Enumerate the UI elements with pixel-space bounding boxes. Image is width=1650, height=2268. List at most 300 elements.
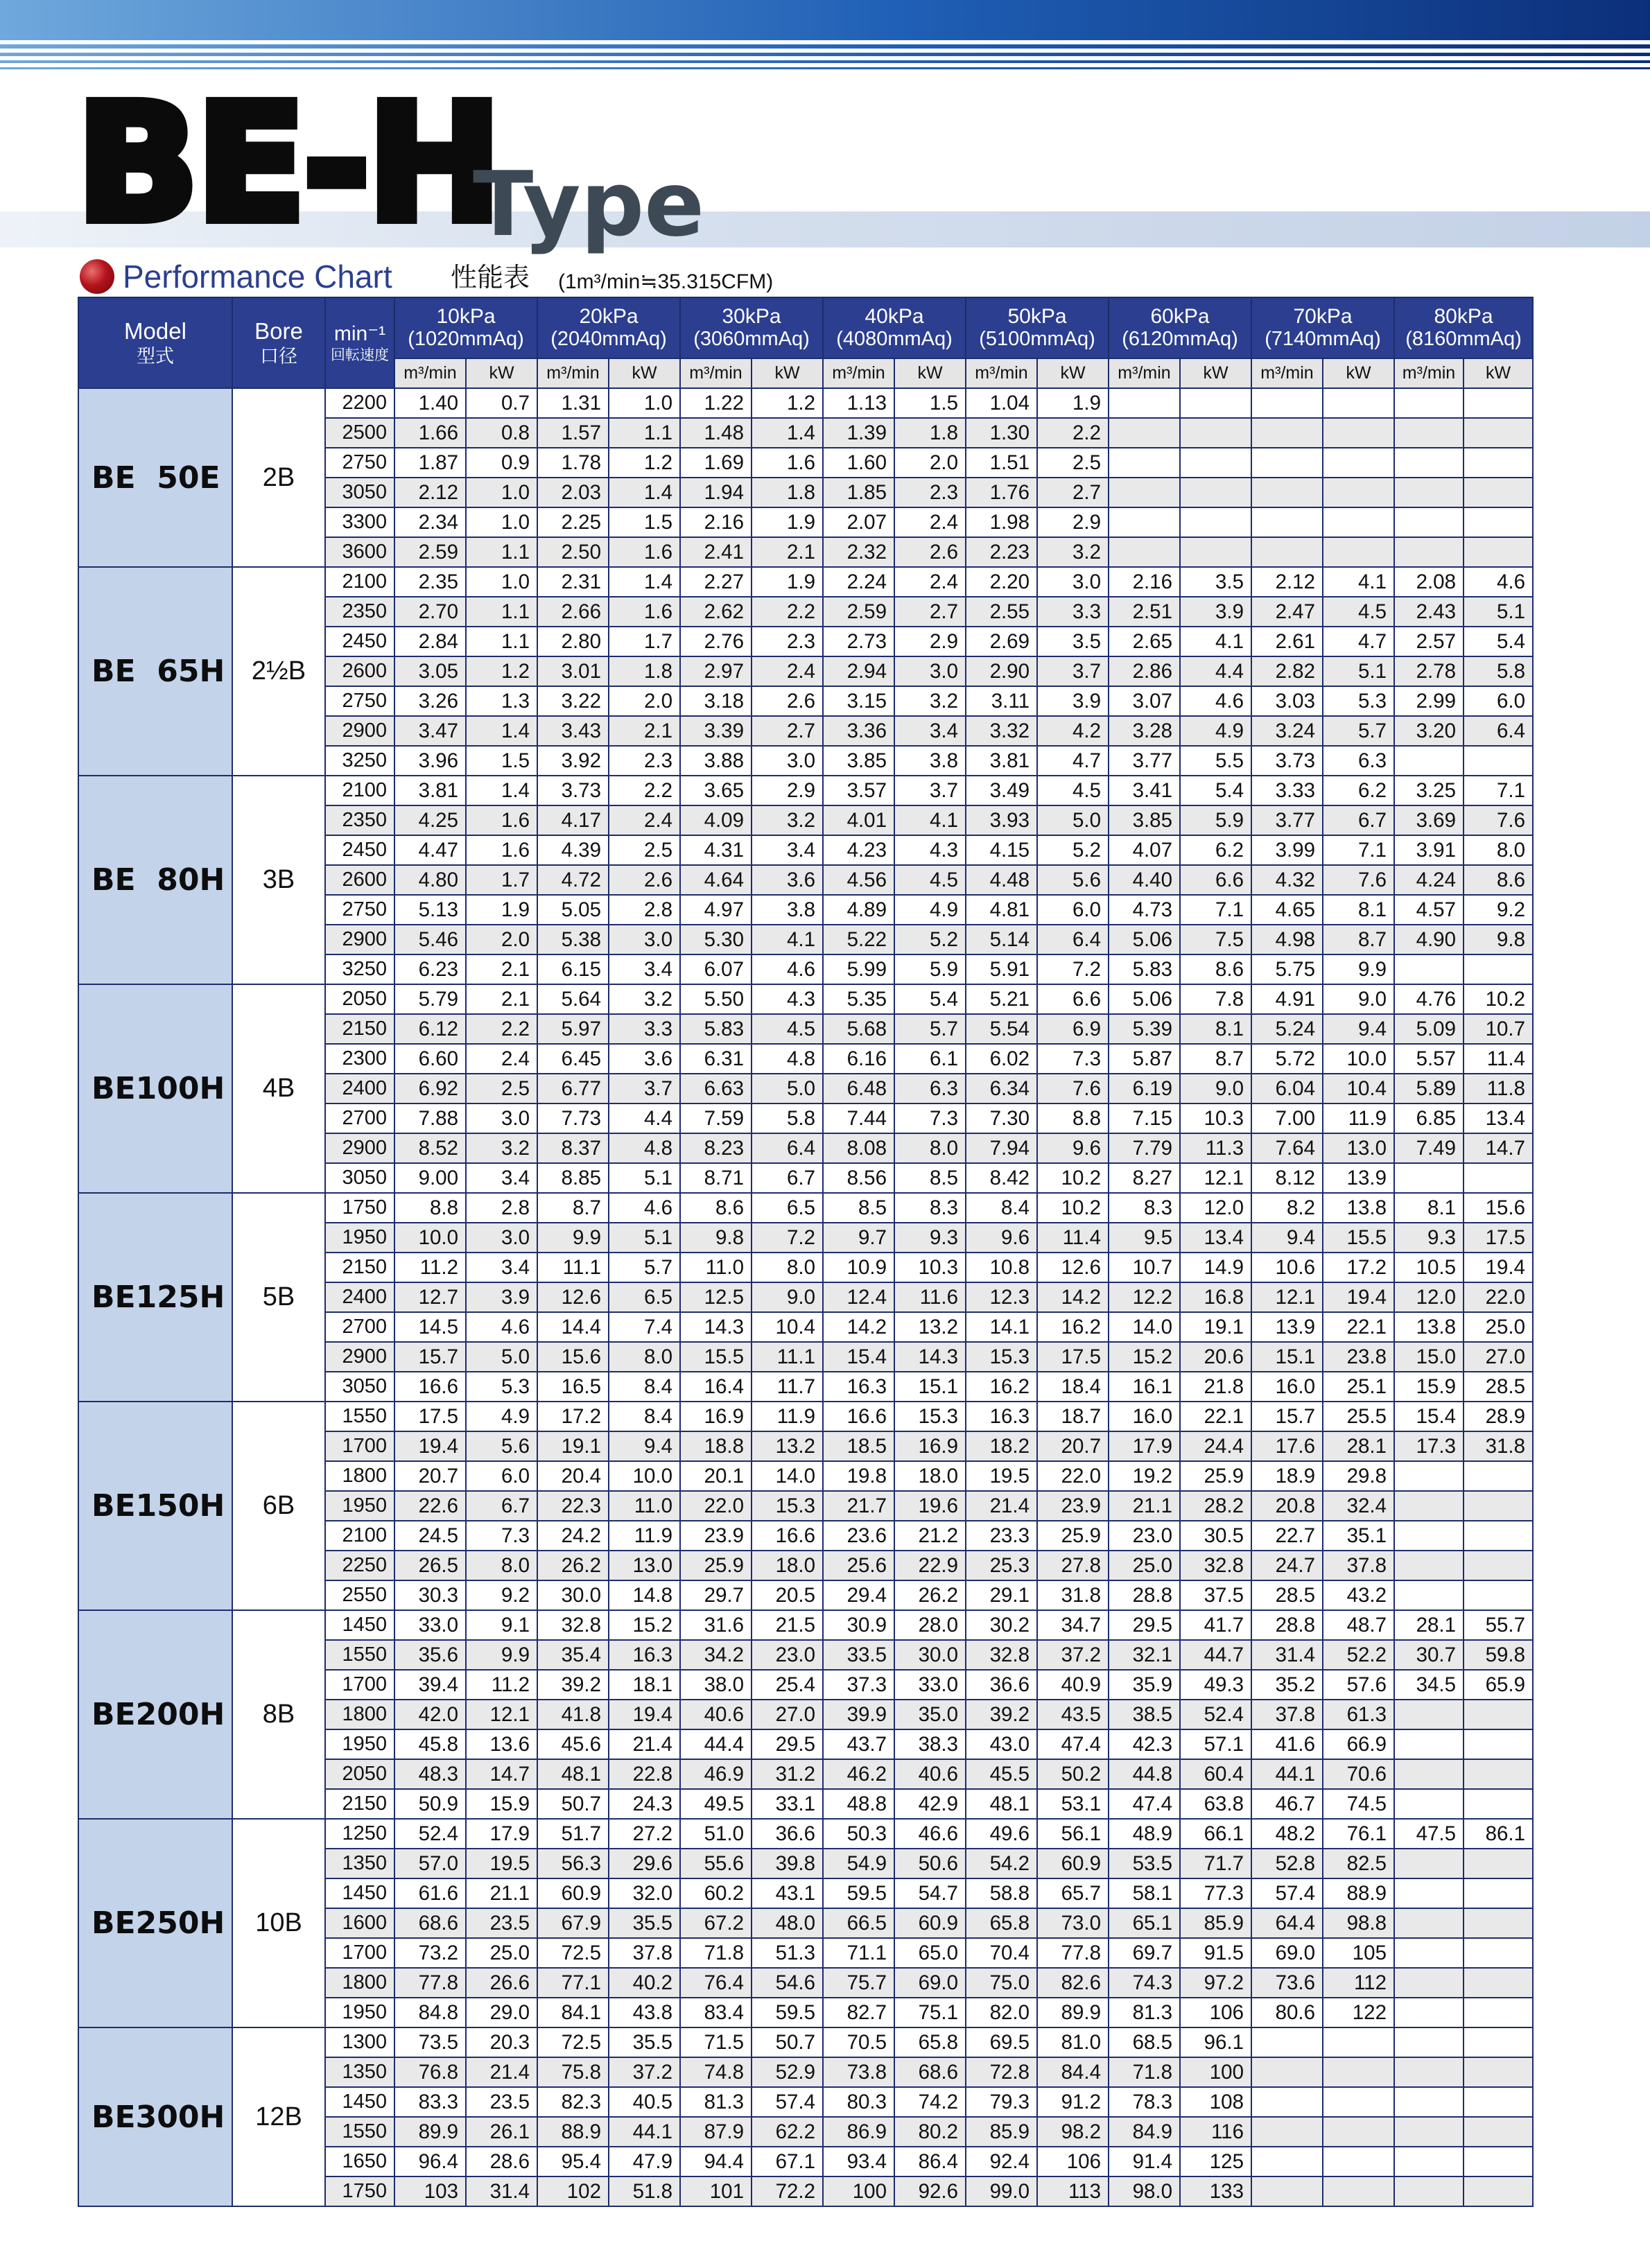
- flow-cell: 7.49: [1394, 1133, 1464, 1163]
- flow-cell: 16.3: [823, 1372, 894, 1402]
- power-cell: 5.9: [894, 954, 966, 984]
- flow-cell: 8.6: [680, 1193, 752, 1223]
- unit-power-header: kW: [752, 358, 823, 388]
- power-cell: 53.1: [1037, 1789, 1109, 1819]
- rpm-cell: 1450: [325, 1610, 394, 1640]
- power-cell: 4.8: [609, 1133, 680, 1163]
- flow-cell: 3.47: [394, 716, 466, 746]
- power-cell: [1464, 1938, 1533, 1968]
- flow-cell: 4.64: [680, 865, 752, 895]
- power-cell: 4.8: [752, 1044, 823, 1074]
- power-cell: 37.2: [609, 2057, 680, 2087]
- power-cell: 5.3: [466, 1372, 537, 1402]
- power-cell: 2.5: [466, 1074, 537, 1104]
- power-cell: 8.0: [1464, 835, 1533, 865]
- section-unit-note: (1m³/min≒35.315CFM): [558, 270, 774, 293]
- flow-cell: 23.9: [680, 1521, 752, 1551]
- flow-cell: 48.3: [394, 1759, 466, 1789]
- power-cell: 54.7: [894, 1878, 966, 1908]
- power-cell: 66.1: [1180, 1819, 1251, 1849]
- power-cell: 3.4: [466, 1163, 537, 1193]
- flow-cell: 4.72: [537, 865, 609, 895]
- power-cell: 23.8: [1323, 1342, 1394, 1372]
- flow-cell: 5.35: [823, 984, 894, 1014]
- flow-cell: 17.2: [537, 1402, 609, 1431]
- flow-cell: 6.34: [966, 1074, 1037, 1104]
- rpm-cell: 1650: [325, 2147, 394, 2177]
- flow-cell: 18.8: [680, 1431, 752, 1461]
- flow-cell: 7.88: [394, 1104, 466, 1133]
- table-row: [78, 1402, 1533, 1431]
- flow-cell: 5.38: [537, 925, 609, 954]
- power-cell: [1464, 954, 1533, 984]
- power-cell: 3.0: [466, 1223, 537, 1253]
- flow-cell: 30.3: [394, 1580, 466, 1610]
- flow-cell: 7.73: [537, 1104, 609, 1133]
- header-pressure-70: 70kPa (7140mmAq): [1251, 297, 1394, 358]
- flow-cell: 8.5: [823, 1193, 894, 1223]
- power-cell: 2.8: [466, 1193, 537, 1223]
- power-cell: 3.8: [752, 895, 823, 925]
- power-cell: 125: [1180, 2147, 1251, 2177]
- power-cell: 3.2: [752, 805, 823, 835]
- power-cell: [1464, 2027, 1533, 2057]
- power-cell: [1464, 448, 1533, 478]
- flow-cell: 5.97: [537, 1014, 609, 1044]
- power-cell: 2.9: [1037, 507, 1109, 537]
- power-cell: 4.9: [466, 1402, 537, 1431]
- flow-cell: 7.79: [1109, 1133, 1180, 1163]
- flow-cell: 1.78: [537, 448, 609, 478]
- flow-cell: 47.5: [1394, 1819, 1464, 1849]
- flow-cell: 99.0: [966, 2177, 1037, 2206]
- power-cell: 6.1: [894, 1044, 966, 1074]
- flow-cell: 4.97: [680, 895, 752, 925]
- power-cell: 6.6: [1037, 984, 1109, 1014]
- flow-cell: 4.80: [394, 865, 466, 895]
- unit-power-header: kW: [1180, 358, 1251, 388]
- power-cell: 1.2: [466, 656, 537, 686]
- power-cell: [1464, 2087, 1533, 2117]
- flow-cell: 2.99: [1394, 686, 1464, 716]
- flow-cell: [1394, 1700, 1464, 1729]
- power-cell: 19.6: [894, 1491, 966, 1521]
- power-cell: 4.5: [1037, 776, 1109, 805]
- power-cell: 35.0: [894, 1700, 966, 1729]
- flow-cell: 3.81: [966, 746, 1037, 776]
- rpm-cell: 2900: [325, 1342, 394, 1372]
- power-cell: 4.1: [752, 925, 823, 954]
- flow-cell: 50.7: [537, 1789, 609, 1819]
- power-cell: 5.7: [609, 1253, 680, 1282]
- power-cell: 40.6: [894, 1759, 966, 1789]
- power-cell: 5.6: [466, 1431, 537, 1461]
- power-cell: 21.4: [609, 1729, 680, 1759]
- power-cell: [1464, 2177, 1533, 2206]
- flow-cell: 3.26: [394, 686, 466, 716]
- flow-cell: 23.6: [823, 1521, 894, 1551]
- flow-cell: 3.73: [1251, 746, 1323, 776]
- power-cell: 81.0: [1037, 2027, 1109, 2057]
- power-cell: 3.5: [1037, 627, 1109, 656]
- model-name: BE300H: [78, 2027, 232, 2206]
- flow-cell: 4.48: [966, 865, 1037, 895]
- power-cell: 13.9: [1323, 1163, 1394, 1193]
- power-cell: 3.9: [1180, 597, 1251, 627]
- flow-cell: 9.8: [680, 1223, 752, 1253]
- power-cell: 116: [1180, 2117, 1251, 2147]
- power-cell: 18.7: [1037, 1402, 1109, 1431]
- power-cell: 1.6: [752, 448, 823, 478]
- power-cell: 4.4: [609, 1104, 680, 1133]
- power-cell: 37.8: [609, 1938, 680, 1968]
- power-cell: 88.9: [1323, 1878, 1394, 1908]
- power-cell: 8.7: [1180, 1044, 1251, 1074]
- flow-cell: 45.5: [966, 1759, 1037, 1789]
- flow-cell: 36.6: [966, 1670, 1037, 1700]
- rpm-cell: 2400: [325, 1282, 394, 1312]
- flow-cell: 11.1: [537, 1253, 609, 1282]
- flow-cell: 5.05: [537, 895, 609, 925]
- power-cell: 19.4: [1464, 1253, 1533, 1282]
- power-cell: [1323, 448, 1394, 478]
- flow-cell: 5.89: [1394, 1074, 1464, 1104]
- power-cell: 54.6: [752, 1968, 823, 1998]
- power-cell: 5.1: [609, 1163, 680, 1193]
- flow-cell: 6.16: [823, 1044, 894, 1074]
- flow-cell: 74.3: [1109, 1968, 1180, 1998]
- flow-cell: [1394, 478, 1464, 507]
- flow-cell: [1251, 388, 1323, 418]
- flow-cell: 66.5: [823, 1908, 894, 1938]
- power-cell: 18.0: [752, 1551, 823, 1580]
- rpm-cell: 3250: [325, 954, 394, 984]
- power-cell: 61.3: [1323, 1700, 1394, 1729]
- flow-cell: 3.28: [1109, 716, 1180, 746]
- flow-cell: 12.1: [1251, 1282, 1323, 1312]
- flow-cell: 4.73: [1109, 895, 1180, 925]
- power-cell: 14.0: [752, 1461, 823, 1491]
- flow-cell: 3.49: [966, 776, 1037, 805]
- power-cell: 25.9: [1037, 1521, 1109, 1551]
- power-cell: 31.8: [1464, 1431, 1533, 1461]
- power-cell: 2.0: [894, 448, 966, 478]
- rpm-cell: 2350: [325, 805, 394, 835]
- power-cell: [1464, 1759, 1533, 1789]
- flow-cell: 3.01: [537, 656, 609, 686]
- table-row: [78, 2027, 1533, 2057]
- flow-cell: 26.2: [537, 1551, 609, 1580]
- power-cell: 5.8: [1464, 656, 1533, 686]
- power-cell: 3.0: [466, 1104, 537, 1133]
- flow-cell: 69.0: [1251, 1938, 1323, 1968]
- flow-cell: 14.4: [537, 1312, 609, 1342]
- power-cell: 4.7: [1323, 627, 1394, 656]
- flow-cell: 4.24: [1394, 865, 1464, 895]
- flow-cell: 30.7: [1394, 1640, 1464, 1670]
- power-cell: 34.7: [1037, 1610, 1109, 1640]
- flow-cell: 3.77: [1251, 805, 1323, 835]
- table-row: [78, 1610, 1533, 1640]
- flow-cell: 3.07: [1109, 686, 1180, 716]
- flow-cell: 67.2: [680, 1908, 752, 1938]
- table-row: [78, 984, 1533, 1014]
- power-cell: 27.0: [1464, 1342, 1533, 1372]
- power-cell: 3.6: [609, 1044, 680, 1074]
- power-cell: 96.1: [1180, 2027, 1251, 2057]
- flow-cell: 4.07: [1109, 835, 1180, 865]
- power-cell: 8.6: [1180, 954, 1251, 984]
- rpm-cell: 3600: [325, 537, 394, 567]
- power-cell: 5.4: [894, 984, 966, 1014]
- power-cell: 0.8: [466, 418, 537, 448]
- power-cell: 1.9: [752, 567, 823, 597]
- flow-cell: 71.8: [680, 1938, 752, 1968]
- power-cell: 37.5: [1180, 1580, 1251, 1610]
- flow-cell: 8.27: [1109, 1163, 1180, 1193]
- flow-cell: 70.4: [966, 1938, 1037, 1968]
- flow-cell: 8.56: [823, 1163, 894, 1193]
- flow-cell: 41.6: [1251, 1729, 1323, 1759]
- power-cell: 17.2: [1323, 1253, 1394, 1282]
- flow-cell: 10.5: [1394, 1253, 1464, 1282]
- flow-cell: 1.04: [966, 388, 1037, 418]
- header-pressure-50: 50kPa (5100mmAq): [966, 297, 1109, 358]
- power-cell: [1464, 537, 1533, 567]
- flow-cell: 29.5: [1109, 1610, 1180, 1640]
- power-cell: 3.9: [1037, 686, 1109, 716]
- rpm-cell: 1700: [325, 1938, 394, 1968]
- flow-cell: 46.7: [1251, 1789, 1323, 1819]
- power-cell: 28.5: [1464, 1372, 1533, 1402]
- power-cell: 33.1: [752, 1789, 823, 1819]
- flow-cell: 24.2: [537, 1521, 609, 1551]
- flow-cell: 103: [394, 2177, 466, 2206]
- power-cell: 8.1: [1323, 895, 1394, 925]
- flow-cell: 6.77: [537, 1074, 609, 1104]
- flow-cell: 3.32: [966, 716, 1037, 746]
- power-cell: [1323, 2057, 1394, 2087]
- flow-cell: 6.60: [394, 1044, 466, 1074]
- power-cell: [1464, 2147, 1533, 2177]
- power-cell: 1.1: [466, 597, 537, 627]
- unit-flow-header: m³/min: [1251, 358, 1323, 388]
- power-cell: 4.9: [894, 895, 966, 925]
- power-cell: 14.7: [1464, 1133, 1533, 1163]
- power-cell: 62.2: [752, 2117, 823, 2147]
- power-cell: 28.1: [1323, 1431, 1394, 1461]
- rpm-cell: 2550: [325, 1580, 394, 1610]
- flow-cell: 46.9: [680, 1759, 752, 1789]
- flow-cell: [1394, 1521, 1464, 1551]
- power-cell: 23.5: [466, 1908, 537, 1938]
- power-cell: 72.2: [752, 2177, 823, 2206]
- power-cell: 7.6: [1037, 1074, 1109, 1104]
- power-cell: 29.6: [609, 1849, 680, 1878]
- power-cell: 4.5: [752, 1014, 823, 1044]
- power-cell: 37.2: [1037, 1640, 1109, 1670]
- flow-cell: 3.43: [537, 716, 609, 746]
- power-cell: 6.6: [1180, 865, 1251, 895]
- power-cell: 15.9: [466, 1789, 537, 1819]
- flow-cell: 5.68: [823, 1014, 894, 1044]
- power-cell: 8.0: [894, 1133, 966, 1163]
- power-cell: 1.3: [466, 686, 537, 716]
- power-cell: 10.4: [752, 1312, 823, 1342]
- rpm-cell: 1750: [325, 1193, 394, 1223]
- flow-cell: 23.0: [1109, 1521, 1180, 1551]
- power-cell: 31.2: [752, 1759, 823, 1789]
- flow-cell: 55.6: [680, 1849, 752, 1878]
- flow-cell: 17.6: [1251, 1431, 1323, 1461]
- flow-cell: 88.9: [537, 2117, 609, 2147]
- flow-cell: 1.13: [823, 388, 894, 418]
- power-cell: 14.7: [466, 1759, 537, 1789]
- flow-cell: 32.1: [1109, 1640, 1180, 1670]
- power-cell: 2.4: [609, 805, 680, 835]
- flow-cell: 3.41: [1109, 776, 1180, 805]
- power-cell: 24.4: [1180, 1431, 1251, 1461]
- flow-cell: 69.7: [1109, 1938, 1180, 1968]
- power-cell: [1464, 2057, 1533, 2087]
- power-cell: 60.9: [894, 1908, 966, 1938]
- flow-cell: 3.69: [1394, 805, 1464, 835]
- power-cell: 0.7: [466, 388, 537, 418]
- power-cell: 15.1: [894, 1372, 966, 1402]
- power-cell: 10.2: [1464, 984, 1533, 1014]
- flow-cell: 2.43: [1394, 597, 1464, 627]
- flow-cell: 68.6: [394, 1908, 466, 1938]
- power-cell: 32.8: [1180, 1551, 1251, 1580]
- flow-cell: 8.1: [1394, 1193, 1464, 1223]
- flow-cell: 2.57: [1394, 627, 1464, 656]
- model-name: BE125H: [78, 1193, 232, 1402]
- flow-cell: 4.57: [1394, 895, 1464, 925]
- flow-cell: [1251, 2027, 1323, 2057]
- power-cell: 4.5: [894, 865, 966, 895]
- flow-cell: 23.3: [966, 1521, 1037, 1551]
- flow-cell: [1394, 1551, 1464, 1580]
- flow-cell: 3.77: [1109, 746, 1180, 776]
- power-cell: 28.6: [466, 2147, 537, 2177]
- table-row: [78, 1819, 1533, 1849]
- power-cell: 5.4: [1464, 627, 1533, 656]
- power-cell: 86.1: [1464, 1819, 1533, 1849]
- flow-cell: 15.6: [537, 1342, 609, 1372]
- power-cell: 28.2: [1180, 1491, 1251, 1521]
- flow-cell: 2.07: [823, 507, 894, 537]
- flow-cell: 3.93: [966, 805, 1037, 835]
- rpm-cell: 2050: [325, 984, 394, 1014]
- power-cell: 7.2: [752, 1223, 823, 1253]
- performance-table: [78, 297, 1534, 2207]
- flow-cell: 3.25: [1394, 776, 1464, 805]
- power-cell: 9.4: [609, 1431, 680, 1461]
- power-cell: 15.6: [1464, 1193, 1533, 1223]
- flow-cell: 8.3: [1109, 1193, 1180, 1223]
- flow-cell: 5.06: [1109, 925, 1180, 954]
- flow-cell: 2.76: [680, 627, 752, 656]
- flow-cell: 5.91: [966, 954, 1037, 984]
- power-cell: 7.8: [1180, 984, 1251, 1014]
- flow-cell: 71.1: [823, 1938, 894, 1968]
- power-cell: 2.7: [752, 716, 823, 746]
- flow-cell: [1251, 2147, 1323, 2177]
- power-cell: 13.4: [1464, 1104, 1533, 1133]
- table-row: [78, 1193, 1533, 1223]
- flow-cell: 6.15: [537, 954, 609, 984]
- power-cell: 113: [1037, 2177, 1109, 2206]
- power-cell: 4.3: [894, 835, 966, 865]
- power-cell: 8.8: [1037, 1104, 1109, 1133]
- power-cell: 5.3: [1323, 686, 1394, 716]
- power-cell: 2.6: [894, 537, 966, 567]
- flow-cell: 7.00: [1251, 1104, 1323, 1133]
- flow-cell: 31.4: [1251, 1640, 1323, 1670]
- flow-cell: 4.25: [394, 805, 466, 835]
- power-cell: [1464, 1163, 1533, 1193]
- rpm-cell: 1950: [325, 1223, 394, 1253]
- power-cell: 43.2: [1323, 1580, 1394, 1610]
- flow-cell: 3.85: [823, 746, 894, 776]
- power-cell: 9.4: [1323, 1014, 1394, 1044]
- flow-cell: 71.5: [680, 2027, 752, 2057]
- bore-size: 8B: [232, 1610, 325, 1819]
- power-cell: 9.3: [894, 1223, 966, 1253]
- flow-cell: 2.59: [394, 537, 466, 567]
- power-cell: 5.5: [1180, 746, 1251, 776]
- flow-cell: 2.12: [1251, 567, 1323, 597]
- power-cell: [1464, 478, 1533, 507]
- power-cell: 21.8: [1180, 1372, 1251, 1402]
- power-cell: 19.4: [1323, 1282, 1394, 1312]
- flow-cell: 4.23: [823, 835, 894, 865]
- rpm-cell: 2500: [325, 418, 394, 448]
- power-cell: 57.4: [752, 2087, 823, 2117]
- flow-cell: 3.92: [537, 746, 609, 776]
- flow-cell: 2.12: [394, 478, 466, 507]
- flow-cell: 68.5: [1109, 2027, 1180, 2057]
- flow-cell: 29.7: [680, 1580, 752, 1610]
- flow-cell: 16.6: [394, 1372, 466, 1402]
- power-cell: 8.0: [752, 1253, 823, 1282]
- power-cell: 1.6: [609, 537, 680, 567]
- header-bore: Bore 口径: [232, 297, 325, 388]
- flow-cell: 78.3: [1109, 2087, 1180, 2117]
- power-cell: 20.3: [466, 2027, 537, 2057]
- flow-cell: 52.8: [1251, 1849, 1323, 1878]
- power-cell: 27.2: [609, 1819, 680, 1849]
- flow-cell: 3.91: [1394, 835, 1464, 865]
- flow-cell: [1251, 478, 1323, 507]
- power-cell: 17.5: [1464, 1223, 1533, 1253]
- power-cell: 112: [1323, 1968, 1394, 1998]
- power-cell: 2.9: [752, 776, 823, 805]
- flow-cell: [1394, 1908, 1464, 1938]
- power-cell: 8.7: [1323, 925, 1394, 954]
- power-cell: 100: [1180, 2057, 1251, 2087]
- flow-cell: 7.44: [823, 1104, 894, 1133]
- power-cell: 1.9: [752, 507, 823, 537]
- flow-cell: 16.9: [680, 1402, 752, 1431]
- flow-cell: [1251, 2117, 1323, 2147]
- flow-cell: 85.9: [966, 2117, 1037, 2147]
- unit-flow-header: m³/min: [1109, 358, 1180, 388]
- flow-cell: 19.2: [1109, 1461, 1180, 1491]
- flow-cell: 12.6: [537, 1282, 609, 1312]
- unit-flow-header: m³/min: [1394, 358, 1464, 388]
- rpm-cell: 2150: [325, 1789, 394, 1819]
